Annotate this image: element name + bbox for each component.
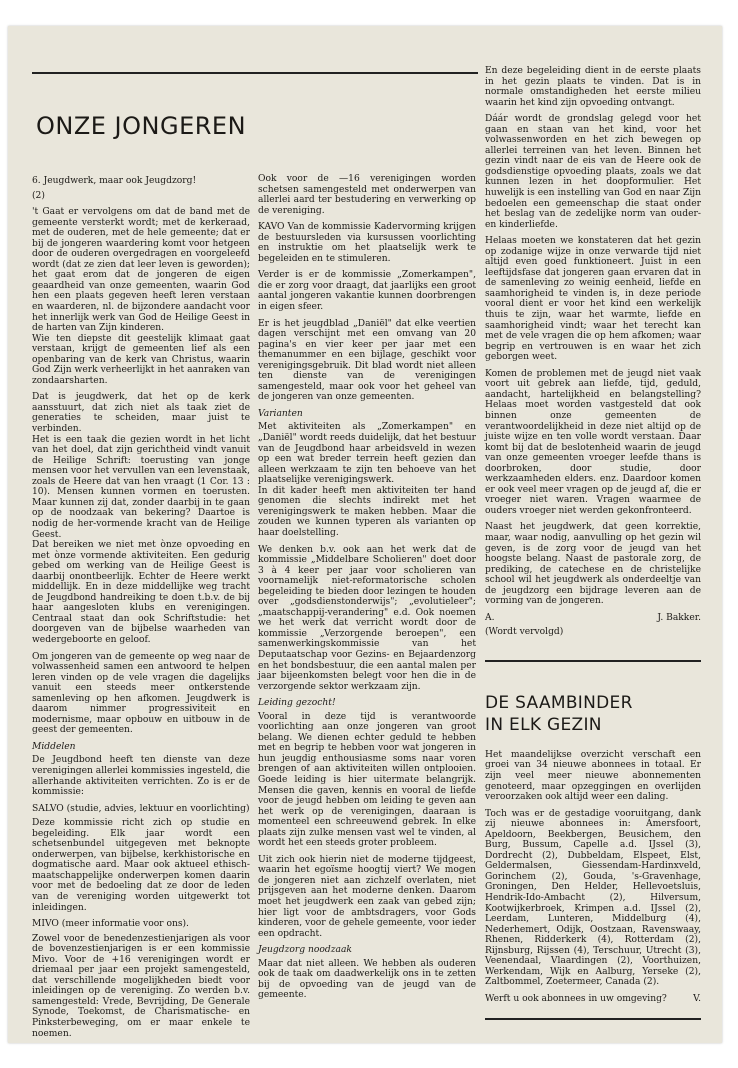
column-2 (258, 174, 476, 1007)
subheading-middelen: Middelen (32, 741, 76, 752)
paragraph: Dáár wordt de grondslag gelegd voor het gaan en staan van het kind, voor het volwassenworden en het zich bewegen op allerlei terreinen van het leven. Binnen het gezin vindt naar de eis van de Heere ook de godsdienstige opvoeding plaats, zoals we dat kunnen lezen in het doopformulier. Het huwelijk is een instelling van God en naar Zijn bedoelen een gemeenschap die staat onder het beslag van de zedelijke norm van ouder- en kinderliefde. (485, 114, 701, 230)
paragraph: 't Gaat er vervolgens om dat de band met de gemeente versterkt wordt; met de kerkeraad, met de ouderen, met de hele gemeente; dat er bij de jongeren waardering komt voor hetgeen door de ouderen overgedragen en voorgeleefd wordt (dat ze zien dat leer leven is geworden); het gaat erom dat de jongeren de eigen geaardheid van onze gemeenten, waarin God hen een plaats gegeven heeft leren verstaan en waarderen, nl. de bijzondere aandacht voor het innerlijk werk van God de Heilige Geest in de harten van Zijn kinderen. (32, 207, 250, 334)
paragraph: Het is een taak die gezien wordt in het licht van het doel, dat zijn gerichtheid vindt vanuit de Heilige Schrift: toerusting van jonge mensen voor het vervullen van een levenstaak, zoals de Heere dat van hen vraagt (1 Cor. 13 : 10). Mensen kunnen vormen en toerusten. Maar kunnen zij dat, zonder daarbij in te gaan op de noodzaak van bekering? Daartoe is nodig de her-vormende kracht van de Heilige Geest. (32, 434, 250, 540)
continued-note: (Wordt vervolgd) (485, 627, 564, 638)
sidebar-question: Werft u ook abonnees in uw omgeving? (485, 993, 667, 1004)
sidebar-top-rule (485, 660, 701, 662)
paragraph: De Jeugdbond heeft ten dienste van deze verenigingen allerlei kommissies ingesteld, die allerhande aktiviteiten verrichten. Zo is er de kommissie: (32, 755, 250, 798)
paragraph: We denken b.v. ook aan het werk dat de kommissie „Middelbare Scholieren" doet door 3 à 4 keer per jaar voor scholieren van voornamelijk niet-reformatorische scholen begeleiding te bieden door lezingen te houden over „godsdienstonderwijs"; „evolutieleer"; „maatschappij-verandering" e.d. Ook noemen we het werk dat verricht wordt door de kommissie „Verzorgende beroepen", een samenwerkingskommissie van het Deputaatschap voor Gezins- en Bejaardenzorg en het bondsbestuur, die een aantal malen per jaar bijeenkomsten belegt voor hen die in de verzorgende sektor werkzaam zijn. (258, 544, 476, 692)
paragraph: Naast het jeugdwerk, dat geen korrektie, maar, waar nodig, aanvulling op het gezin wil geven, is de zorg voor de jeugd van het hoogste belang. Naast de pastorale zorg, de prediking, de catechese en de christelijke school wil het jeugdwerk als onderdeeltje van de jeugdzorg een bijdrage leveren aan de vorming van de jongeren. (485, 522, 701, 607)
subheading-varianten: Varianten (258, 408, 303, 419)
sidebar-paragraph: Het maandelijkse overzicht verschaft een groei van 34 nieuwe abonnees in totaal. Er zijn veel meer nieuwe abonnementen genoteerd, maar opzeggingen en overlijden veroorzaken ook altijd weer een daling. (485, 749, 701, 803)
paragraph: Wie ten diepste dit geestelijk klimaat gaat verstaan, krijgt de gemeenten lief als een openbaring van de kerk van Christus, waarin God Zijn werk verheerlijkt in het aanraken van zondaarsharten. (32, 333, 250, 386)
article-title: ONZE JONGEREN (35, 112, 247, 140)
sidebar-initial: V. (693, 993, 701, 1004)
paragraph: Helaas moeten we konstateren dat het gezin op zodanige wijze in onze verwarde tijd niet altijd even goed funktioneert. Juist in een leeftijdsfase dat jongeren gaan ervaren dat in de samenleving zo weinig eenheid, liefde en saamhorigheid te vinden is, in deze periode vooral dient er voor het kind een werkelijk thuis te zijn, waar het warmte, liefde en saamhorigheid vindt; waar het terecht kan met de vele vragen die op hem afkomen; waar begrip en vertrouwen is en waar het zich geborgen weet. (485, 236, 701, 363)
part-number: (2) (32, 190, 45, 201)
sidebar-paragraph: Toch was er de gestadige vooruitgang, dank zij nieuwe abonnees in: Amersfoort, Apeldoorn, Beekbergen, Beusichem, den Burg, Bussum, Capelle a.d. IJssel (3), Dordrecht (2), Dubbeldam, Elspeet, Elst, Geldermalsen, Giessendam-Hardinxveld, Gorinchem (2), Gouda, 's-Gravenhage, Groningen, Den Helder, Hellevoetsluis, Hendrik-Ido-Ambacht (2), Hilversum, Kootwijkerbroek, Krimpen a.d. IJssel (2), Leerdam, Lunteren, Middelburg (4), Nederhemert, Odijk, Oostzaan, Ravenswaay, Rhenen, Ridderkerk (4), Rotterdam (2), Rijnsburg, Rijssen (4), Terschuur, Utrecht (3), Veenendaal, Vlaardingen (2), Voorthuizen, Werkendam, Wijk en Aalburg, Yerseke (2), Zaltbommel, Zoetermeer, Canada (2). (485, 808, 701, 988)
signature-name: J. Bakker. (657, 612, 701, 623)
paragraph: Komen de problemen met de jeugd niet vaak voort uit gebrek aan liefde, tijd, geduld, aandacht, hartelijkheid en belangstelling? Helaas moet worden vastgesteld dat ook binnen onze gemeenten de verantwoordelijkheid in deze niet altijd op de juiste wijze en ten volle wordt verstaan. Daar komt bij dat de beslotenheid waarin de jeugd van onze gemeenten vroeger leefde thans is doorbroken, door studie, door werkzaamheden elders. enz. Daardoor komen er ook veel meer vragen op de jeugd af, die er vroeger niet waren. Vragen waarmee de ouders vroeger niet werden gekonfronteerd. (485, 368, 701, 516)
paragraph: Dat bereiken we niet met ònze opvoeding en met ònze vormende aktiviteiten. Een gedurig gebed om werking van de Heilige Geest is daarbij onontbeerlijk. Echter de Heere werkt middellijk. En in deze middellijke weg tracht de Jeugdbond handreiking te doen t.b.v. de bij haar aangesloten klubs en verenigingen. Centraal staat dan ook Schriftstudie: het doorgeven van de bijbelse waarheden van wedergeboorte en geloof. (32, 540, 250, 645)
newspaper-page (8, 26, 722, 1043)
sidebar-title (485, 692, 701, 736)
paragraph: Ook voor de —16 verenigingen worden schetsen samengesteld met onderwerpen van allerlei aard ter bestudering en verwerking op de vereniging. (258, 174, 476, 216)
paragraph: Om jongeren van de gemeente op weg naar de volwassenheid samen een antwoord te helpen leren vinden op de vele vragen die dagelijks vanuit een steeds meer ontkerstende samenleving op hen afkomen. Jeugdwerk is daarom nimmer progressiviteit en modernisme, maar opbouw en uitbouw in de geest der gemeenten. (32, 651, 250, 736)
subheading-jeugdzorg: Jeugdzorg noodzaak (258, 945, 352, 956)
paragraph: Verder is er de kommissie „Zomerkampen", die er zorg voor draagt, dat jaarlijks een groot aantal jongeren vakantie kunnen doorbrengen in eigen sfeer. (258, 270, 476, 313)
signature (485, 613, 701, 624)
sidebar-bottom-rule (485, 1018, 701, 1020)
subheading-leiding: Leiding gezocht! (258, 698, 336, 709)
paragraph: Zowel voor de benedenzestienjarigen als voor de bovenzestienjarigen is er een kommissie Mivo. Voor de +16 verenigingen wordt er driemaal per jaar een projekt samengesteld, dat verschillende mogelijkheden biedt voor inleidingen op de vereniging. Zo werden b.v. samengesteld: Vrede, Bevrijding, De Generale Synode, Toekomst, de Charismatische- en Pinksterbeweging, om er maar enkele te noemen. (32, 933, 250, 1039)
column-1 (32, 176, 250, 1043)
paragraph: Deze kommissie richt zich op studie en begeleiding. Elk jaar wordt een schetsenbundel uitgegeven met beknopte onderwerpen, van bijbelse, kerkhistorische en dogmatische aard. Maar ook aktueel ethisch-maatschappelijke onderwerpen komen daarin voor met de bedoeling dat ze door de leden van de vereniging worden uitgewerkt tot inleidingen. (32, 818, 250, 913)
column-3 (485, 66, 701, 1020)
paragraph: En deze begeleiding dient in de eerste plaats in het gezin plaats te vinden. Dat is in normale omstandigheden het eerste milieu waarin het kind zijn opvoeding ontvangt. (485, 66, 701, 108)
section-heading: 6. Jeugdwerk, maar ook Jeugdzorg! (32, 176, 197, 186)
signature-initial: A. (485, 612, 495, 623)
paragraph: In dit kader heeft men aktiviteiten ter hand genomen die slechts indirekt met het verenigingswerk te maken hebben. Maar die zouden we kunnen typeren als varianten op haar doelstelling. (258, 485, 476, 538)
paragraph: KAVO Van de kommissie Kadervorming krijgen de bestuursleden via kursussen voorlichting en instruktie om het plaatselijk werk te begeleiden en te stimuleren. (258, 222, 476, 264)
subheading-salvo: SALVO (studie, advies, lektuur en voorlichting) (32, 803, 250, 814)
top-rule (32, 72, 478, 74)
paragraph: Er is het jeugdblad „Daniël" dat elke veertien dagen verschijnt met een omvang van 20 pagina's en vier keer per jaar met een themanummer en een bijlage, geschikt voor verenigingsgebruik. Dit blad wordt niet alleen ten dienste van de verenigingen samengesteld, maar ook voor het geheel van de jongeren van onze gemeenten. (258, 318, 476, 403)
paragraph: Maar dat niet alleen. We hebben als ouderen ook de taak om daadwerkelijk ons in te zetten bij de opvoeding van de jeugd van de gemeente. (258, 958, 476, 1001)
sidebar-title-line1: DE SAAMBINDER (485, 692, 633, 713)
paragraph: Met aktiviteiten als „Zomerkampen" en „Daniël" wordt reeds duidelijk, dat het bestuur van de Jeugdbond haar arbeidsveld in wezen op een wat breder terrein heeft gezien dan alleen werkzaam te zijn ten behoeve van het plaatselijke verenigingswerk. (258, 422, 476, 486)
paragraph: Dat is jeugdwerk, dat het op de kerk aansstuurt, dat zich niet als taak ziet de generaties te scheiden, maar juist te verbinden. (32, 392, 250, 435)
sidebar-closing (485, 994, 701, 1005)
paragraph: Vooral in deze tijd is verantwoorde voorlichting aan onze jongeren van groot belang. We dienen echter geduld te hebben met en begrip te hebben voor wat jongeren in hun jeugdig enthousiasme soms naar voren brengen of aan aktiviteiten willen ontplooien. Goede leiding is hier uitermate belangrijk. Mensen die gaven, kennis en vooral de liefde voor de jeugd hebben om leiding te geven aan het werk op de verenigingen, daaraan is momenteel een schreeuwend gebrek. In elke plaats zijn zulke mensen vast wel te vinden, al wordt het een steeds groter probleem. (258, 711, 476, 849)
subheading-mivo: MIVO (meer informatie voor ons). (32, 919, 189, 930)
sidebar-title-line2: IN ELK GEZIN (485, 714, 602, 735)
paragraph: Uit zich ook hierin niet de moderne tijdgeest, waarin het egoïsme hoogtij viert? We mogen de jongeren niet aan zichzelf overlaten, niet prijsgeven aan het moderne denken. Daarom moet het jeugdwerk een zaak van gebed zijn; hier ligt voor de ambtsdragers, voor Gods kinderen, voor de gehele gemeente, voor ieder een opdracht. (258, 854, 476, 939)
